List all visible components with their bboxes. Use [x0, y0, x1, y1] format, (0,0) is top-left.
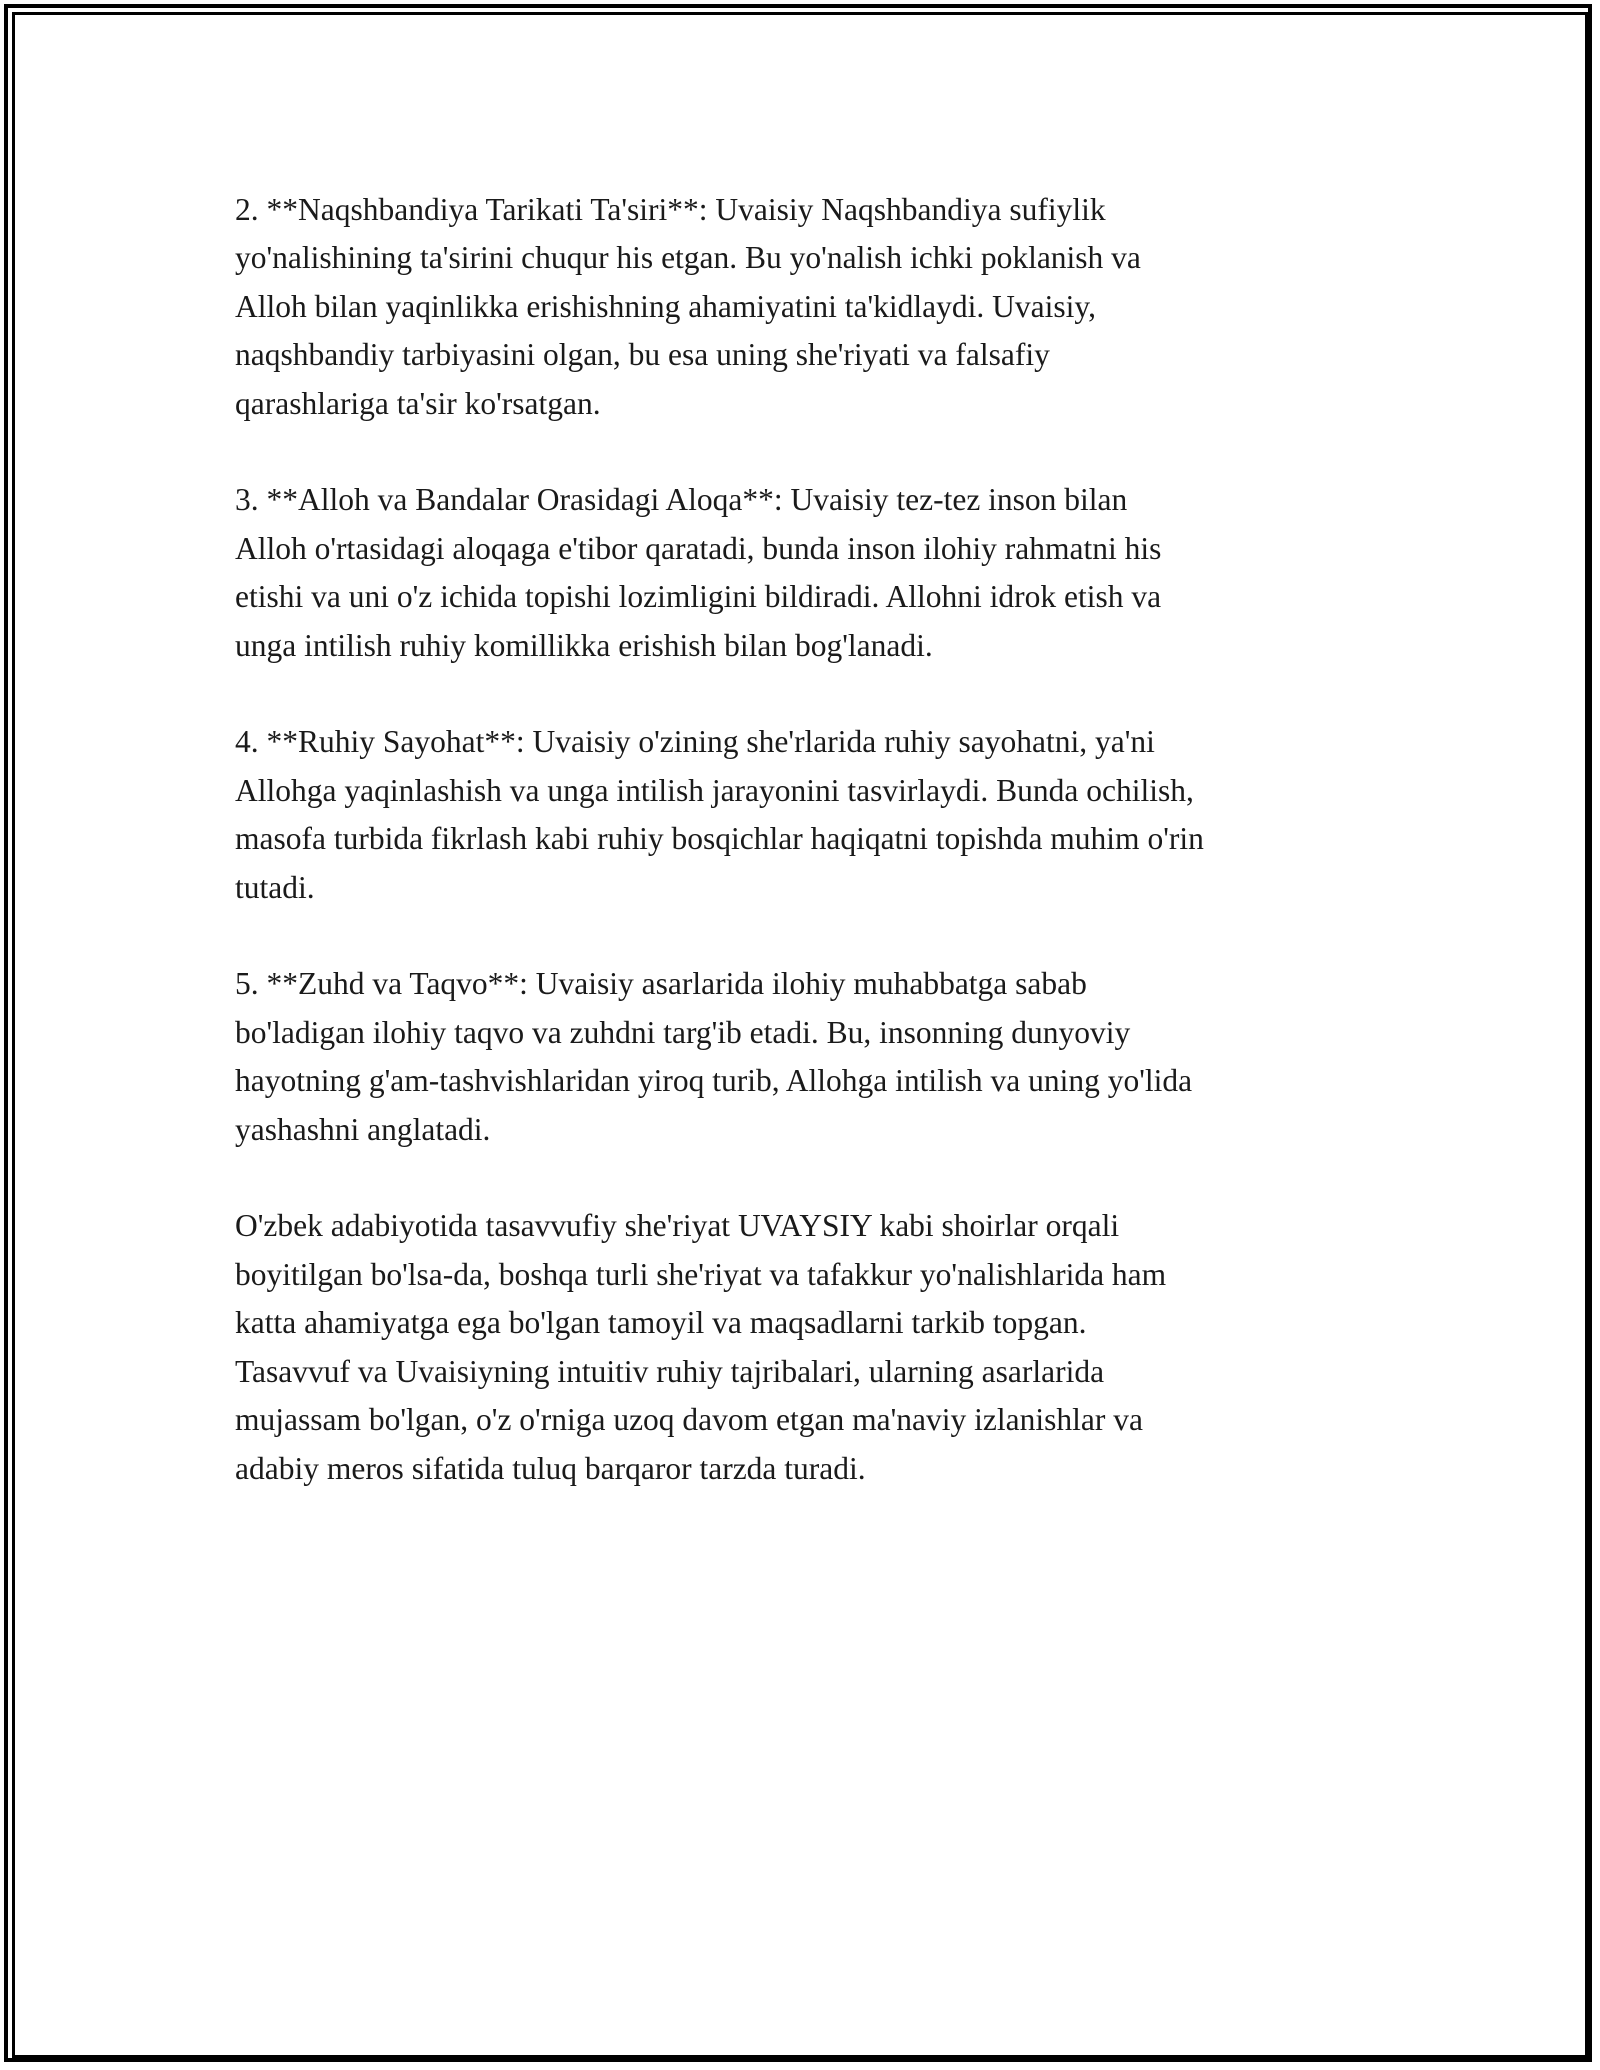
text-line: yashashni anglatadi.: [235, 1111, 491, 1147]
text-line: naqshbandiy tarbiyasini olgan, bu esa uning she'riyati va falsafiy: [235, 337, 1050, 373]
text-line: 5. **Zuhd va Taqvo**: Uvaisiy asarlarida ilohiy muhabbatga sabab: [235, 966, 1087, 1002]
paragraph-alloh-va-bandalar: [235, 476, 1375, 670]
text-line: Allohga yaqinlashish va unga intilish jarayonini tasvirlaydi. Bunda ochilish,: [235, 772, 1194, 808]
text-line: Alloh bilan yaqinlikka erishishning ahamiyatini ta'kidlaydi. Uvaisiy,: [235, 288, 1096, 324]
text-line: O'zbek adabiyotida tasavvufiy she'riyat UVAYSIY kabi shoirlar orqali: [235, 1208, 1120, 1244]
text-line: hayotning g'am-tashvishlaridan yiroq turib, Allohga intilish va uning yo'lida: [235, 1063, 1193, 1099]
text-line: qarashlariga ta'sir ko'rsatgan.: [235, 385, 601, 421]
text-line: 2. **Naqshbandiya Tarikati Ta'siri**: Uvaisiy Naqshbandiya sufiylik: [235, 192, 1106, 227]
text-line: mujassam bo'lgan, o'z o'rniga uzoq davom etgan ma'naviy izlanishlar va: [235, 1402, 1143, 1438]
text-line: adabiy meros sifatida tuluq barqaror tarzda turadi.: [235, 1450, 866, 1486]
text-line: 3. **Alloh va Bandalar Orasidagi Aloqa**: Uvaisiy tez-tez inson bilan: [235, 482, 1128, 518]
text-line: Alloh o'rtasidagi aloqaga e'tibor qaratadi, bunda inson ilohiy rahmatni his: [235, 530, 1162, 566]
text-line: bo'ladigan ilohiy taqvo va zuhdni targ'ib etadi. Bu, insonning dunyoviy: [235, 1014, 1131, 1050]
paragraph-ruhiy-sayohat: [235, 718, 1375, 912]
paragraph-naqshbandiya: [235, 186, 1375, 428]
document-body: [235, 186, 1375, 1541]
text-line: tutadi.: [235, 869, 315, 905]
text-line: unga intilish ruhiy komillikka erishish bilan bog'lanadi.: [235, 627, 933, 663]
text-line: Tasavvuf va Uvaisiyning intuitiv ruhiy tajribalari, ularning asarlarida: [235, 1353, 1105, 1389]
text-line: etishi va uni o'z ichida topishi lozimligini bildiradi. Allohni idrok etish va: [235, 579, 1162, 615]
text-line: masofa turbida fikrlash kabi ruhiy bosqichlar haqiqatni topishda muhim o'rin: [235, 821, 1204, 857]
paragraph-zuhd-va-taqvo: [235, 960, 1375, 1154]
text-line: katta ahamiyatga ega bo'lgan tamoyil va maqsadlarni tarkib topgan.: [235, 1305, 1087, 1341]
paragraph-conclusion: [235, 1202, 1375, 1492]
text-line: boyitilgan bo'lsa-da, boshqa turli she'riyat va tafakkur yo'nalishlarida ham: [235, 1256, 1167, 1292]
text-line: 4. **Ruhiy Sayohat**: Uvaisiy o'zining she'rlarida ruhiy sayohatni, ya'ni: [235, 724, 1155, 760]
text-line: yo'nalishining ta'sirini chuqur his etgan. Bu yo'nalish ichki poklanish va: [235, 240, 1141, 276]
